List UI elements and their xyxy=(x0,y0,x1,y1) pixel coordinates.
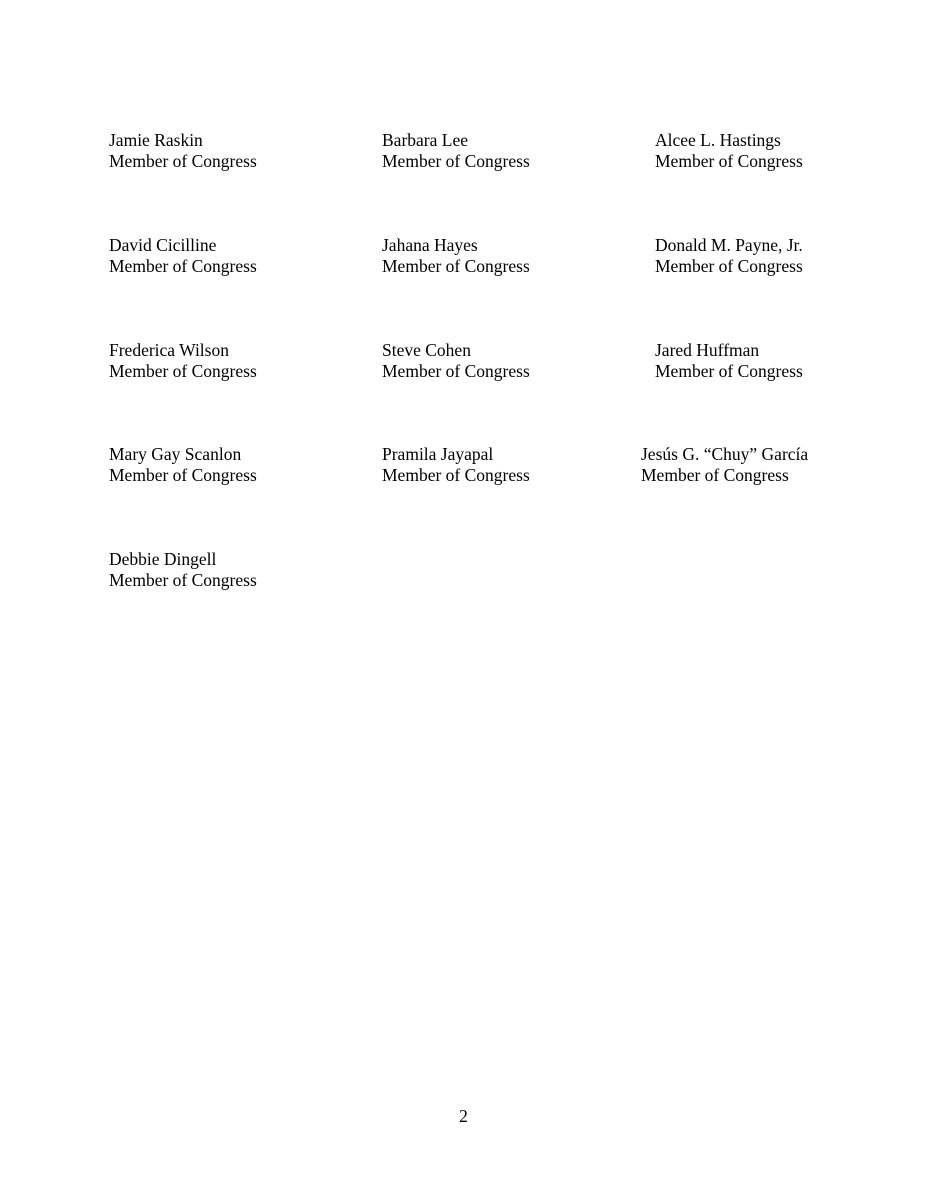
signatory-block xyxy=(382,444,530,486)
signatory-title: Member of Congress xyxy=(109,256,257,276)
signatory-name: Jamie Raskin xyxy=(109,130,203,150)
signatory-title: Member of Congress xyxy=(382,151,530,171)
signatory-title: Member of Congress xyxy=(109,465,257,485)
signatory-block xyxy=(109,130,257,172)
signatory-title: Member of Congress xyxy=(655,361,803,381)
signatory-title: Member of Congress xyxy=(382,465,530,485)
signatory-name: Pramila Jayapal xyxy=(382,444,494,464)
signatory-name: Frederica Wilson xyxy=(109,340,229,360)
signatory-name: Jahana Hayes xyxy=(382,235,478,255)
signatory-title: Member of Congress xyxy=(382,256,530,276)
signatory-name: David Cicilline xyxy=(109,235,217,255)
page-number: 2 xyxy=(459,1106,468,1126)
signatory-title: Member of Congress xyxy=(109,570,257,590)
signatory-title: Member of Congress xyxy=(109,151,257,171)
signatory-block xyxy=(655,235,803,277)
signatory-name: Debbie Dingell xyxy=(109,549,217,569)
signatory-block xyxy=(109,340,257,382)
signatory-name: Donald M. Payne, Jr. xyxy=(655,235,803,255)
signatory-block xyxy=(655,340,803,382)
signatory-name: Alcee L. Hastings xyxy=(655,130,781,150)
signatory-name: Jared Huffman xyxy=(655,340,760,360)
signatory-block xyxy=(382,130,530,172)
signatory-title: Member of Congress xyxy=(109,361,257,381)
signatory-block xyxy=(109,235,257,277)
signatory-block xyxy=(655,130,803,172)
signatory-block xyxy=(382,340,530,382)
signatory-title: Member of Congress xyxy=(382,361,530,381)
signatory-block xyxy=(382,235,530,277)
signatory-title: Member of Congress xyxy=(655,256,803,276)
signatory-title: Member of Congress xyxy=(641,465,789,485)
signatory-name: Jesús G. “Chuy” García xyxy=(641,444,809,464)
signatory-name: Barbara Lee xyxy=(382,130,468,150)
signatory-name: Mary Gay Scanlon xyxy=(109,444,242,464)
signatory-title: Member of Congress xyxy=(655,151,803,171)
signatory-block xyxy=(109,444,257,486)
signatory-block xyxy=(641,444,808,486)
signatory-name: Steve Cohen xyxy=(382,340,471,360)
signatory-block xyxy=(109,549,257,591)
